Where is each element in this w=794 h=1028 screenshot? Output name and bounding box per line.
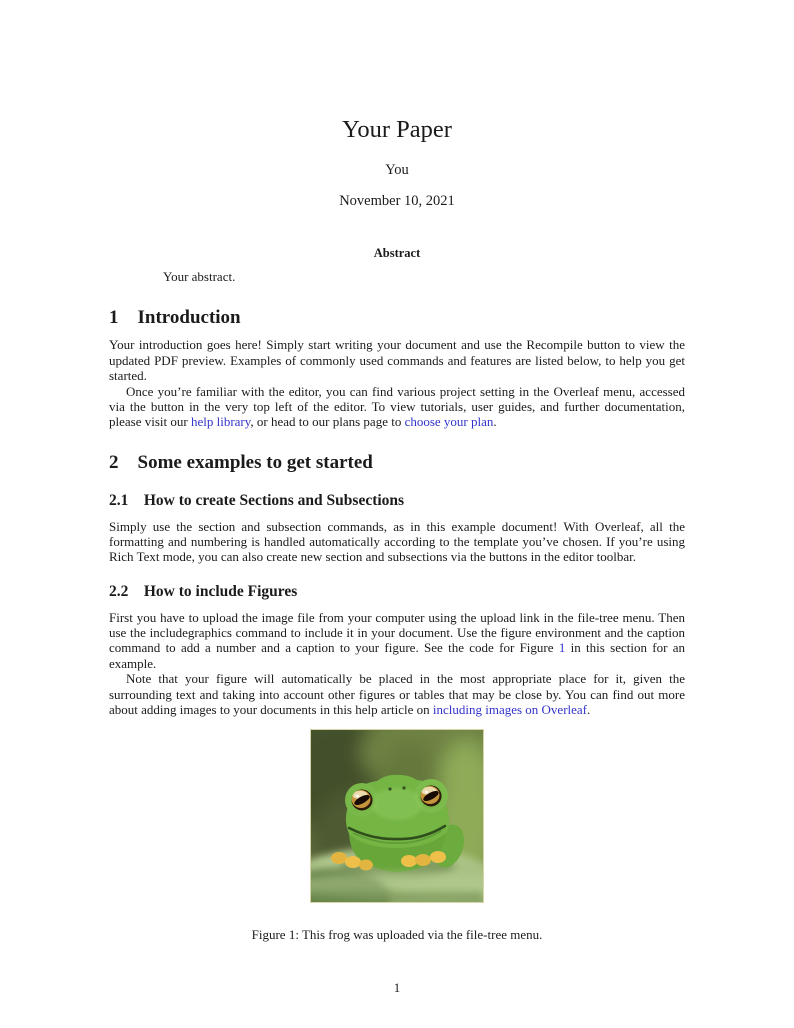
- paper-author: You: [385, 161, 409, 178]
- section-2-title: Some examples to get started: [137, 451, 373, 473]
- subsection-2-2-paragraph-2: [109, 671, 685, 717]
- subsection-2-1-number: 2.1: [109, 491, 129, 509]
- figure-1: [109, 729, 685, 905]
- link-choose-your-plan[interactable]: choose your plan: [404, 414, 494, 430]
- link-help-library[interactable]: help library: [190, 414, 251, 430]
- text-run: .: [493, 414, 497, 430]
- text-run: Note that your figure will automatically be placed in the most appropriate place for it, given the surrounding text and taking into account other figures or tables that may be close by. You can find out more about adding images to your documents in this help article on: [109, 671, 685, 717]
- section-1-number: 1: [109, 306, 119, 328]
- frog-left-eye: [351, 789, 374, 812]
- subsection-2-1-paragraph: [109, 519, 685, 565]
- intro-paragraph-2: [109, 384, 685, 430]
- abstract-text: Your abstract.: [163, 269, 236, 285]
- text-block: [109, 0, 685, 943]
- section-1-heading: [109, 307, 685, 329]
- paper-date: November 10, 2021: [339, 193, 455, 210]
- paper-title: Your Paper: [342, 116, 452, 143]
- text-run: Simply use the section and subsection commands, as in this example document! With Overleaf, all the formatting and numbering is handled automatically according to the template you’ve chosen. If you’re using Rich Text mode, you can also create new section and subsections via the buttons in the editor toolbar.: [109, 518, 685, 565]
- subsection-2-2-number: 2.2: [109, 582, 129, 600]
- text-run: Once you’re familiar with the editor, you can find various project setting in the Overleaf menu, accessed via the button in the very top left of the editor. To view tutorials, user guides, and further documentation, please visit our: [109, 383, 685, 430]
- subsection-2-1-heading: [109, 492, 685, 510]
- figure-1-frame: [310, 729, 484, 903]
- text-run: First you have to upload the image file from your computer using the upload link in the file-tree menu. Then use the includegraphics command to include it in your document. Use the figure environment and the caption command to add a number and a caption to your figure. See the code for Figure: [109, 609, 685, 656]
- frog-photo: [311, 730, 483, 902]
- text-run: Your introduction goes here! Simply start writing your document and use the Recompile button to view the updated PDF preview. Examples of commonly used commands and features are listed below, to help you get started.: [109, 337, 685, 384]
- figure-caption: Figure 1: This frog was uploaded via the file-tree menu.: [251, 926, 543, 942]
- section-1-title: Introduction: [137, 306, 241, 328]
- subsection-2-2-paragraph-1: [109, 610, 685, 672]
- intro-paragraph-1: [109, 337, 685, 383]
- section-2-number: 2: [109, 451, 119, 473]
- link-figure-1-ref[interactable]: 1: [558, 640, 566, 656]
- subsection-2-1-title: How to create Sections and Subsections: [143, 491, 405, 509]
- subsection-2-2-title: How to include Figures: [143, 582, 298, 600]
- link-including-images-on-overleaf[interactable]: including images on Overleaf: [432, 701, 588, 717]
- abstract-heading: Abstract: [373, 245, 421, 260]
- text-run: .: [587, 701, 591, 717]
- section-2-heading: [109, 452, 685, 474]
- subsection-2-2-heading: [109, 583, 685, 601]
- frog-right-eye: [420, 785, 443, 808]
- text-run: , or head to our plans page to: [250, 414, 405, 430]
- page-number: 1: [393, 980, 401, 995]
- text-run: in this section for an example.: [109, 640, 685, 671]
